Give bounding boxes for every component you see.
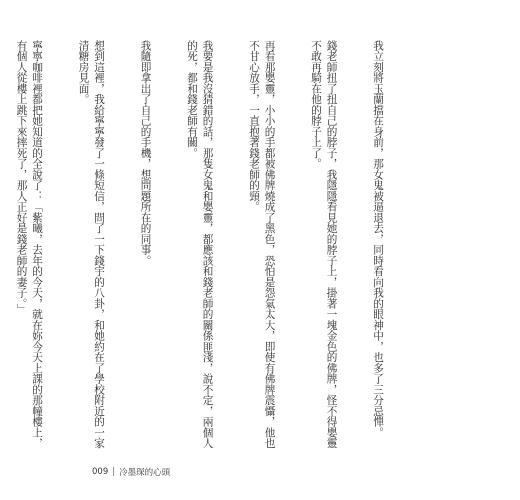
paragraph: 寧寧咖啡裡都把她知道的全說了：「紫曦，去年的今天，就在妳今天上課的那幢樓上，有個人從樓上跳下來摔死了，那人正好是錢老師的妻子。」 — [15, 40, 43, 449]
page-number: 009 — [92, 467, 109, 477]
footer-separator: | — [112, 467, 116, 477]
paragraph: 錢老師扭了扭自己的脖子，我隱隱看見她的脖子上，掛著一塊金色的佛牌，怪不得嬰靈不敢再騎在他的脖子上了。 — [310, 40, 338, 449]
body-text — [15, 40, 416, 450]
paragraph: 我要是我沒猜錯的話，那隻女鬼和嬰靈，都應該和錢老師的關係匪淺，說不定，兩個人的死，都和錢老師有關。 — [186, 40, 214, 449]
paragraph: 我立刻將玉蘭擋在身前，那女鬼被逼退去，同時看向我的眼神中，也多了三分忌憚。 — [372, 40, 384, 438]
page-footer — [92, 466, 170, 478]
paragraph: 我隨即拿出了自己的手機，想問題所在的同事。 — [139, 40, 152, 266]
paragraph: 再看那嬰靈，小小的手都被佛牌燒成了黑色，恐怕是怨氣太大，即使有佛牌震懾，他也不甘心放手，一直抱著錢老師的頸。 — [248, 40, 276, 449]
book-title: 冷墨琛的心頭 — [119, 468, 171, 478]
paragraph: 想到這裡，我給寧寧發了一條短信，問了一下錢宇的八卦，和她約在了學校附近的一家清糖房見面。 — [77, 40, 105, 449]
